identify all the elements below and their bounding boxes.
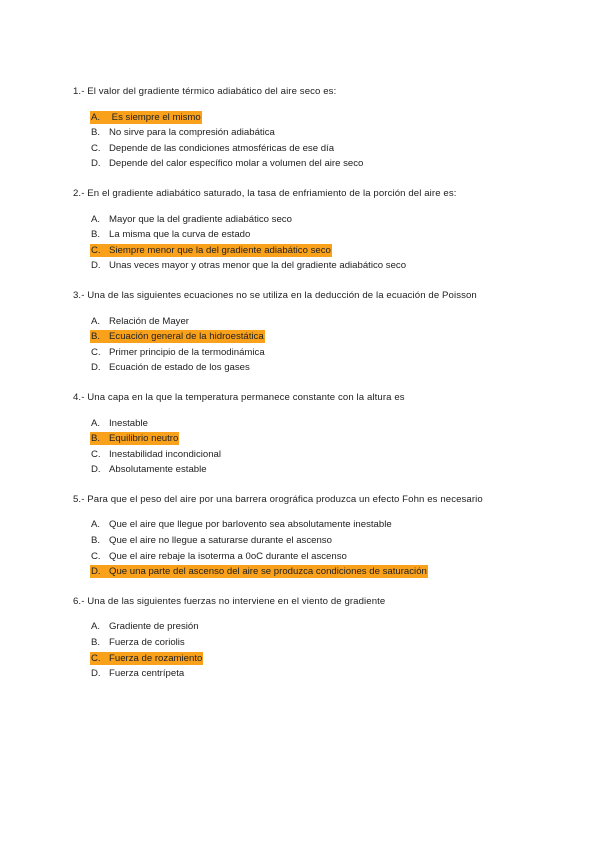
option-highlight — [90, 636, 186, 649]
option-letter: C. — [91, 652, 101, 664]
answer-option — [73, 447, 553, 463]
question-block — [73, 390, 553, 478]
option-letter: B. — [91, 229, 101, 241]
option-highlight — [90, 142, 335, 155]
option-letter: C. — [91, 142, 101, 154]
answer-option — [73, 549, 553, 565]
answer-option — [73, 416, 553, 432]
answer-option — [73, 345, 553, 361]
option-text: Depende de las condiciones atmosféricas de ese día — [109, 142, 335, 154]
answer-option — [73, 141, 553, 157]
option-letter: B. — [91, 331, 101, 343]
answer-option — [73, 462, 553, 478]
answer-option-highlighted — [73, 651, 553, 667]
option-text: Que el aire que llegue por barlovento sea absolutamente inestable — [109, 519, 392, 531]
option-text: Ecuación general de la hidroestática — [109, 331, 264, 343]
question-block — [73, 84, 553, 172]
answer-option-highlighted — [73, 431, 553, 447]
answer-option — [73, 258, 553, 274]
option-letter: C. — [91, 244, 101, 256]
option-letter: B. — [91, 433, 101, 445]
answer-option — [73, 360, 553, 376]
option-text: Es siempre el mismo — [109, 111, 201, 123]
option-text: Gradiente de presión — [109, 621, 199, 633]
option-letter: A. — [91, 519, 101, 531]
answer-option — [73, 517, 553, 533]
option-text: Equilibrio neutro — [109, 433, 179, 445]
quiz-document — [73, 84, 553, 696]
option-highlight — [90, 330, 265, 343]
answer-option — [73, 666, 553, 682]
option-highlight — [90, 244, 332, 257]
option-text: Fuerza centrípeta — [109, 668, 185, 680]
option-highlight — [90, 550, 348, 563]
option-highlight — [90, 213, 293, 226]
option-letter: D. — [91, 362, 101, 374]
option-text: Inestabilidad incondicional — [109, 448, 222, 460]
question-text: 3.- Una de las siguientes ecuaciones no se utiliza en la deducción de la ecuación de Poisson — [73, 289, 477, 301]
answer-option — [73, 314, 553, 330]
question-text: 6.- Una de las siguientes fuerzas no interviene en el viento de gradiente — [73, 595, 386, 607]
question-text: 4.- Una capa en la que la temperatura permanece constante con la altura es — [73, 391, 405, 403]
question-block — [73, 186, 553, 274]
option-text: Que una parte del ascenso del aire se produzca condiciones de saturación — [109, 566, 427, 578]
option-text: Mayor que la del gradiente adiabático seco — [109, 213, 292, 225]
option-highlight — [90, 667, 185, 680]
option-letter: D. — [91, 566, 101, 578]
option-letter: A. — [91, 417, 101, 429]
answer-option-highlighted — [73, 110, 553, 126]
option-highlight — [90, 259, 407, 272]
question-block — [73, 594, 553, 682]
question-text: 5.- Para que el peso del aire por una barrera orográfica produzca un efecto Fohn es necesario — [73, 493, 483, 505]
option-letter: C. — [91, 448, 101, 460]
option-highlight — [90, 126, 276, 139]
option-letter: D. — [91, 260, 101, 272]
option-text: La misma que la curva de estado — [109, 229, 251, 241]
answer-option — [73, 212, 553, 228]
option-letter: D. — [91, 158, 101, 170]
option-text: Absolutamente estable — [109, 464, 207, 476]
option-highlight — [90, 417, 149, 430]
option-text: Primer principio de la termodinámica — [109, 346, 265, 358]
option-text: Fuerza de coriolis — [109, 637, 185, 649]
option-text: Unas veces mayor y otras menor que la del gradiente adiabático seco — [109, 260, 407, 272]
answer-option — [73, 533, 553, 549]
option-letter: D. — [91, 668, 101, 680]
option-letter: A. — [91, 621, 101, 633]
question-text: 2.- En el gradiente adiabático saturado, la tasa de enfriamiento de la porción del aire es: — [73, 187, 457, 199]
answer-option-highlighted — [73, 329, 553, 345]
option-text: Que el aire no llegue a saturarse durante el ascenso — [109, 535, 332, 547]
option-text: Relación de Mayer — [109, 315, 189, 327]
option-letter: B. — [91, 127, 101, 139]
answer-option — [73, 227, 553, 243]
option-letter: A. — [91, 111, 101, 123]
option-highlight — [90, 315, 190, 328]
option-highlight — [90, 228, 251, 241]
option-letter: A. — [91, 213, 101, 225]
option-highlight — [90, 652, 203, 665]
option-text: No sirve para la compresión adiabática — [109, 127, 275, 139]
option-text: Fuerza de rozamiento — [109, 652, 203, 664]
answer-option-highlighted — [73, 564, 553, 580]
answer-option — [73, 125, 553, 141]
option-letter: B. — [91, 535, 101, 547]
option-letter: D. — [91, 464, 101, 476]
option-text: Siempre menor que la del gradiente adiabático seco — [109, 244, 331, 256]
option-letter: C. — [91, 346, 101, 358]
option-highlight — [90, 565, 428, 578]
option-letter: C. — [91, 550, 101, 562]
question-block — [73, 288, 553, 376]
option-text: Que el aire rebaje la isoterma a 0oC durante el ascenso — [109, 550, 347, 562]
option-highlight — [90, 432, 179, 445]
question-block — [73, 492, 553, 580]
option-highlight — [90, 534, 333, 547]
option-text: Inestable — [109, 417, 148, 429]
option-highlight — [90, 448, 222, 461]
option-highlight — [90, 518, 393, 531]
option-highlight — [90, 157, 364, 170]
option-highlight — [90, 361, 251, 374]
option-highlight — [90, 346, 266, 359]
answer-option-highlighted — [73, 243, 553, 259]
option-text: Depende del calor específico molar a volumen del aire seco — [109, 158, 364, 170]
answer-option — [73, 635, 553, 651]
answer-option — [73, 156, 553, 172]
option-letter: B. — [91, 637, 101, 649]
option-highlight — [90, 620, 200, 633]
option-text: Ecuación de estado de los gases — [109, 362, 250, 374]
option-highlight — [90, 463, 208, 476]
option-letter: A. — [91, 315, 101, 327]
question-text: 1.- El valor del gradiente térmico adiabático del aire seco es: — [73, 86, 337, 97]
option-highlight — [90, 111, 202, 124]
answer-option — [73, 619, 553, 635]
